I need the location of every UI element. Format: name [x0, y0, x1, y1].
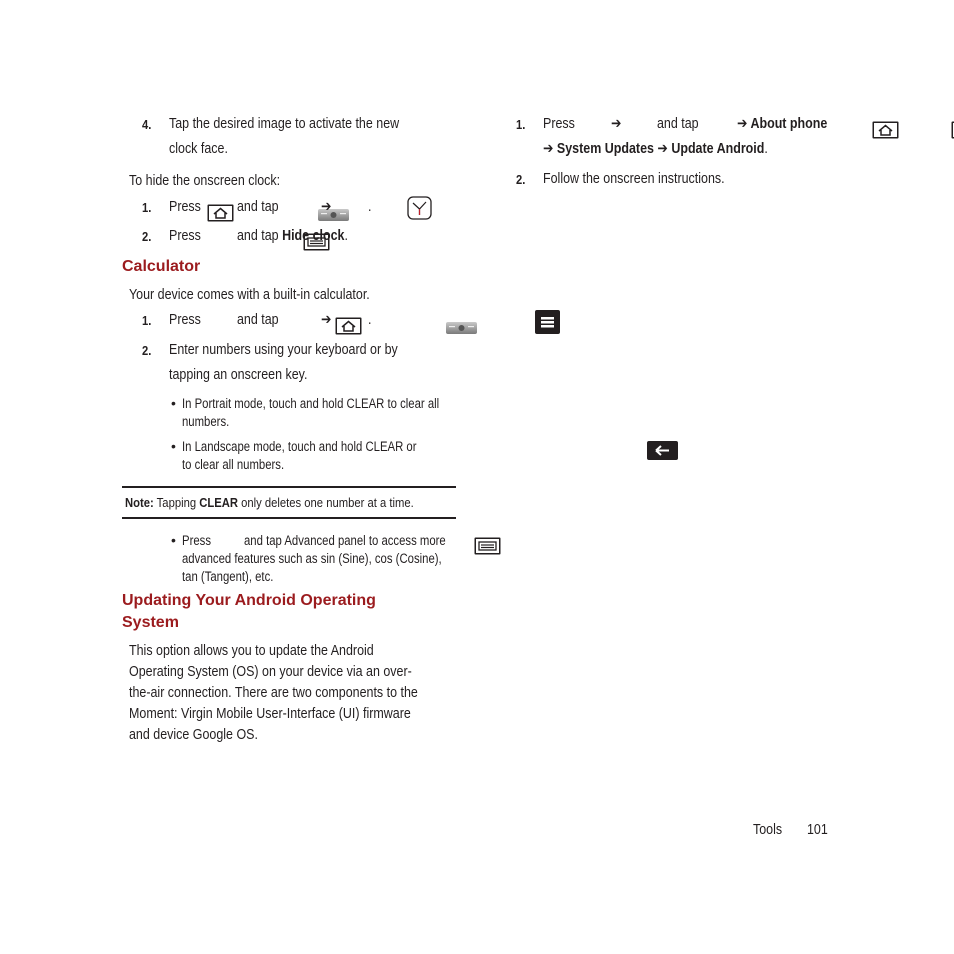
note-label: Note:: [125, 496, 154, 510]
hide-step-1-number: 1.: [142, 200, 152, 215]
hide-step-1-arrow: ➔: [321, 199, 332, 215]
bullet-1-line2: numbers.: [182, 414, 230, 429]
note-text: Note: Tapping CLEAR only deletes one number at a time.: [125, 496, 414, 510]
update-para-line2: Operating System (OS) on your device via an over-: [129, 664, 412, 680]
right-step-1-line2: ➔ System Updates ➔ Update Android.: [543, 141, 768, 157]
calculator-heading: Calculator: [122, 258, 201, 275]
bullet-3-press: Press: [182, 533, 211, 548]
updating-heading-line2: System: [122, 614, 179, 631]
bullet-3-line3: tan (Tangent), etc.: [182, 569, 274, 584]
clock-icon: [407, 196, 432, 220]
calc-step-1-end: .: [368, 312, 372, 328]
system-updates-label: ➔ System Updates ➔ Update Android: [543, 141, 765, 157]
right-step-2-number: 2.: [516, 172, 526, 187]
bullet-dot: •: [171, 532, 176, 548]
hide-step-2-text: and tap Hide clock.: [237, 228, 348, 244]
update-para-line3: the-air connection. There are two components to the: [129, 685, 418, 701]
menu-key-icon: [474, 537, 501, 555]
about-phone-label: ➔ About phone: [737, 116, 828, 132]
hide-step-2-number: 2.: [142, 229, 152, 244]
bullet-dot: •: [171, 438, 176, 454]
hide-clock-label: Hide clock: [282, 228, 345, 244]
bullet-dot: •: [171, 395, 176, 411]
right-step-1-and-tap: and tap: [657, 116, 699, 132]
menu-key-icon: [951, 121, 954, 139]
calc-step-1-number: 1.: [142, 313, 152, 328]
update-para-line4: Moment: Virgin Mobile User-Interface (UI) firmware: [129, 706, 411, 722]
bullet-2-line1: In Landscape mode, touch and hold CLEAR or: [182, 439, 417, 454]
page-number: 101: [807, 822, 828, 838]
footer-section: Tools: [753, 822, 783, 838]
note-top-rule: [122, 486, 456, 488]
calc-step-1-arrow: ➔: [321, 312, 332, 328]
hide-step-2-press: Press: [169, 228, 201, 244]
calc-step-2-line2: tapping an onscreen key.: [169, 367, 308, 383]
step-4-text-line1: Tap the desired image to activate the new: [169, 116, 400, 132]
home-key-icon: [207, 204, 234, 222]
calculator-intro: Your device comes with a built-in calculator.: [129, 287, 370, 303]
calc-step-1-press: Press: [169, 312, 201, 328]
hide-step-1-press: Press: [169, 199, 201, 215]
right-step-1-press: Press: [543, 116, 575, 132]
bullet-3-line2: advanced features such as sin (Sine), cos (Cosine),: [182, 551, 442, 566]
updating-heading-line1: Updating Your Android Operating: [122, 592, 376, 609]
step-4: 4.: [142, 117, 152, 132]
home-key-icon: [872, 121, 899, 139]
update-para-line5: and device Google OS.: [129, 727, 258, 743]
calculator-icon: [535, 310, 560, 334]
hide-step-1-end: .: [368, 199, 372, 215]
applications-tab-icon: [446, 322, 477, 334]
note-bottom-rule: [122, 517, 456, 519]
update-para-line1: This option allows you to update the Android: [129, 643, 374, 659]
calc-step-2-line1: Enter numbers using your keyboard or by: [169, 342, 398, 358]
right-step-1-arrow: ➔: [611, 116, 622, 132]
bullet-3-line1: and tap Advanced panel to access more: [244, 533, 446, 548]
right-step-2-text: Follow the onscreen instructions.: [543, 171, 725, 187]
step-4-text-line2: clock face.: [169, 141, 228, 157]
bullet-1-line1: In Portrait mode, touch and hold CLEAR to clear all: [182, 396, 440, 411]
delete-key-icon: [647, 441, 678, 460]
home-key-icon: [335, 317, 362, 335]
bullet-2-line2: to clear all numbers.: [182, 457, 285, 472]
hide-step-1-and-tap: and tap: [237, 199, 279, 215]
hide-clock-intro: To hide the onscreen clock:: [129, 173, 281, 189]
calc-step-1-and-tap: and tap: [237, 312, 279, 328]
calc-step-2-number: 2.: [142, 343, 152, 358]
right-step-1-number: 1.: [516, 117, 526, 132]
